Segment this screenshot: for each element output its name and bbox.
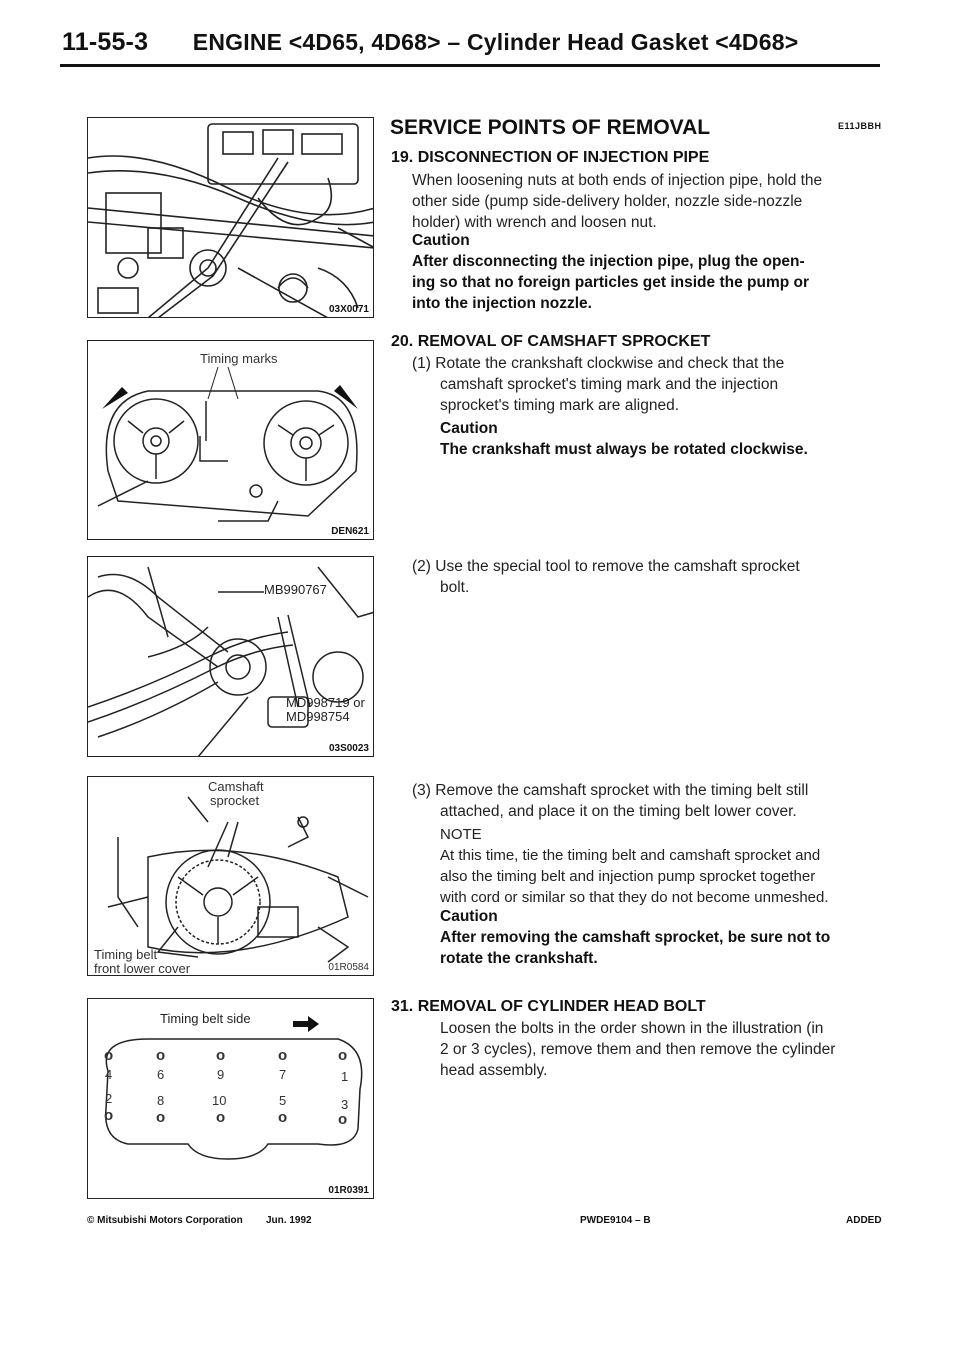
figure-bolt-order <box>87 998 374 1199</box>
figure-code: DEN621 <box>331 526 369 537</box>
step-20-part-1: (1) Rotate the crankshaft clockwise and check that the camshaft sprocket's timing mark and the injection sprocket's timing mark are aligned. <box>412 355 785 414</box>
step-20-part-2: (2) Use the special tool to remove the camshaft sprocket bolt. <box>412 558 800 596</box>
bolt-order-number: 3 <box>341 1097 349 1112</box>
figure-code: 01R0584 <box>328 962 369 973</box>
step-20-caution: Caution The crankshaft must always be rotated clockwise. <box>440 420 808 458</box>
bolt-marker: o <box>216 1047 226 1064</box>
footer-date: Jun. 1992 <box>266 1215 312 1226</box>
footer-status: ADDED <box>846 1215 882 1226</box>
bolt-order-number: 6 <box>157 1067 165 1082</box>
step-19-title: 19. DISCONNECTION OF INJECTION PIPE <box>391 149 710 166</box>
footer-copyright: © Mitsubishi Motors Corporation <box>87 1215 243 1226</box>
page-title: ENGINE <4D65, 4D68> – Cylinder Head Gasket <4D68> <box>192 29 799 55</box>
bolt-marker: o <box>156 1047 166 1064</box>
bolt-marker: o <box>156 1109 166 1126</box>
bolt-marker: o <box>216 1109 226 1126</box>
timing-marks-illustration <box>88 341 374 540</box>
bolt-marker: o <box>338 1111 348 1128</box>
timing-marks-label: Timing marks <box>200 351 278 366</box>
injection-pipe-illustration <box>88 118 374 318</box>
bolt-marker: o <box>278 1109 288 1126</box>
footer-doc-code: PWDE9104 – B <box>580 1215 651 1226</box>
header-rule <box>60 64 880 67</box>
step-31-text: Loosen the bolts in the order shown in the illustration (in 2 or 3 cycles), remove them and then remove the cylinder head assembly. <box>440 1020 836 1079</box>
figure-camshaft-sprocket <box>87 776 374 976</box>
step-19-caution: Caution After disconnecting the injection pipe, plug the open- ing so that no foreign particles get inside the pump or into the injection nozzle. <box>412 232 809 312</box>
tool-label-md998719: MD998719 or <box>286 695 365 710</box>
bolt-order-illustration <box>88 999 374 1199</box>
section-title: SERVICE POINTS OF REMOVAL <box>390 116 711 139</box>
bolt-order-number: 4 <box>105 1067 113 1082</box>
bolt-order-number: 5 <box>279 1093 287 1108</box>
timing-belt-label-line1: Timing belt <box>94 947 158 962</box>
section-code: E11JBBH <box>838 121 882 131</box>
bolt-order-number: 7 <box>279 1067 287 1082</box>
tool-label-mb990767: MB990767 <box>264 582 327 597</box>
bolt-marker: o <box>338 1047 348 1064</box>
bolt-marker: o <box>104 1047 114 1064</box>
figure-code: 03S0023 <box>328 743 369 754</box>
bolt-order-number: 2 <box>105 1091 113 1106</box>
step-19-text: When loosening nuts at both ends of injection pipe, hold the other side (pump side-delivery holder, nozzle side-nozzle holder) with wrench and loosen nut. <box>412 172 823 231</box>
bolt-order-number: 8 <box>157 1093 165 1108</box>
bolt-order-number: 9 <box>217 1067 225 1082</box>
step-20-note: NOTE At this time, tie the timing belt and camshaft sprocket and also the timing belt and injection pump sprocket together with cord or similar so that they do not become unmeshed. <box>440 826 829 906</box>
bolt-marker: o <box>104 1107 114 1124</box>
camshaft-label-line2: sprocket <box>210 793 260 808</box>
step-31-title: 31. REMOVAL OF CYLINDER HEAD BOLT <box>391 998 706 1015</box>
step-20-title: 20. REMOVAL OF CAMSHAFT SPROCKET <box>391 333 711 350</box>
page-number: 11-55-3 <box>62 28 149 56</box>
timing-belt-label-line2: front lower cover <box>94 961 191 976</box>
bolt-marker: o <box>278 1047 288 1064</box>
bolt-order-number: 1 <box>341 1069 349 1084</box>
timing-belt-side-label: Timing belt side <box>160 1011 251 1026</box>
step-20-caution-2: Caution After removing the camshaft sprocket, be sure not to rotate the crankshaft. <box>440 908 831 967</box>
bolt-order-number: 10 <box>212 1093 227 1108</box>
figure-special-tool <box>87 556 374 757</box>
figure-injection-pipe <box>87 117 374 318</box>
step-20-part-3: (3) Remove the camshaft sprocket with the timing belt still attached, and place it on the timing belt lower cover. <box>412 782 809 820</box>
tool-label-md998754: MD998754 <box>286 709 350 724</box>
figure-code: 01R0391 <box>328 1185 369 1196</box>
figure-timing-marks <box>87 340 374 540</box>
page-header <box>62 28 798 57</box>
figure-code: 03X0071 <box>328 304 369 315</box>
camshaft-label-line1: Camshaft <box>208 779 264 794</box>
special-tool-illustration <box>88 557 374 757</box>
